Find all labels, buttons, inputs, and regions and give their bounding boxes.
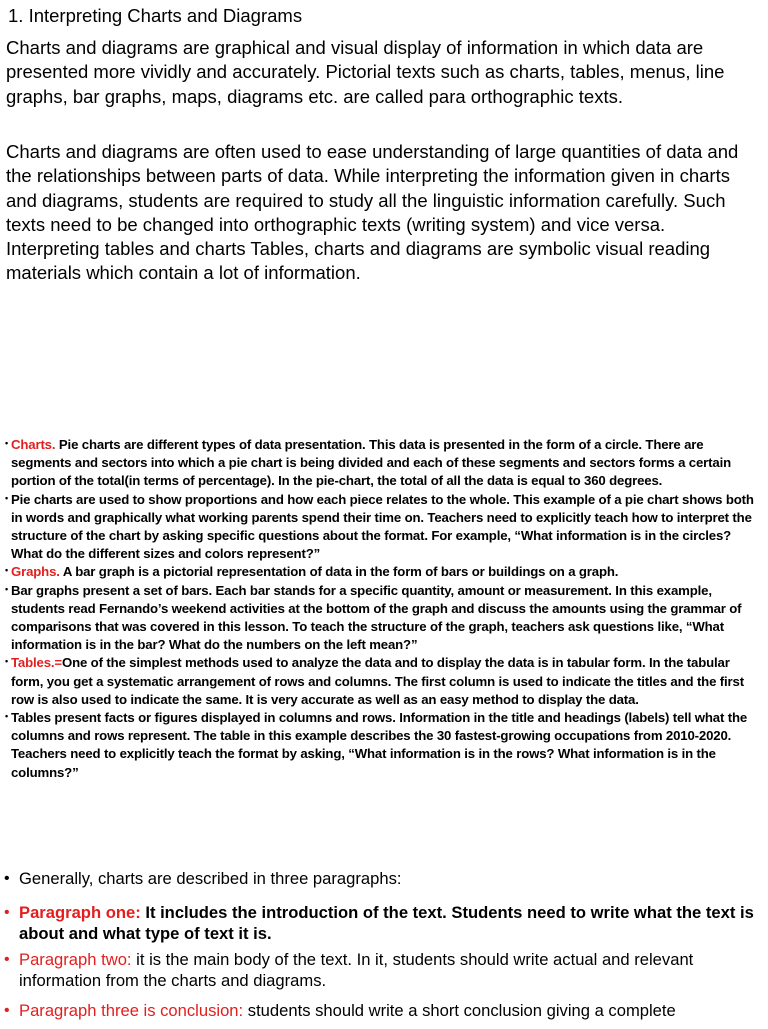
tables-label: Tables.= — [11, 655, 62, 671]
bullet-charts — [6, 436, 762, 491]
paragraph-one-text: It includes the introduction of the text. Students need to write what the text is about and what type of text it is. — [19, 902, 754, 943]
guide-paragraph-two — [0, 949, 768, 992]
paragraph-two-text: it is the main body of the text. In it, students should write actual and relevant information from the charts and diagrams. — [19, 949, 694, 990]
bullet-dot: • — [4, 870, 10, 887]
guide-paragraph-three — [0, 1000, 768, 1022]
bullet-pie-charts — [6, 491, 762, 564]
guide-intro-text: Generally, charts are described in three paragraphs: — [19, 869, 402, 888]
paragraph-three-text: students should write a short conclusion giving a complete — [243, 1000, 676, 1020]
detail-notes — [6, 436, 762, 782]
tables-text: One of the simplest methods used to analyze the data and to display the data is in tabular form. In the tabular form, you get a systematic arrangement of rows and columns. The first column is used to indicate the titles and the first row is also used to indicate the same. It is very accurate as well as an easy method to display the data. — [11, 655, 744, 707]
guide-intro — [0, 868, 768, 890]
intro-paragraph-1: Charts and diagrams are graphical and visual display of information in which data are presented more vividly and accurately. Pictorial texts such as charts, tables, menus, line graphs, bar graphs, maps, diagrams etc. are called para orthographic texts. — [6, 37, 725, 107]
paragraph-one-label: Paragraph one: — [19, 902, 141, 922]
bar-text: Bar graphs present a set of bars. Each bar stands for a specific quantity, amount or measurement. In this example, students read Fernando’s weekend activities at the bottom of the graph and discuss the amounts using the grammar of comparisons that was covered in this lesson. To teach the structure of the graph, teachers ask questions like, “What information is in the bar? What do the numbers on the left mean?” — [11, 582, 742, 653]
section-heading: 1. Interpreting Charts and Diagrams — [8, 5, 303, 26]
pie-text: Pie charts are used to show proportions and how each piece relates to the whole. This example of a pie chart shows both in words and graphically what working parents spend their time on. Teachers need to explicitly teach how to interpret the structure of the chart by asking specific questions about the format. For example, “What information is in the circles? What do the different sizes and colors represent?” — [11, 491, 754, 562]
bullet-dot: • — [4, 1001, 10, 1019]
bullet-graphs — [6, 563, 762, 581]
bullet-dot: • — [4, 903, 10, 921]
graphs-label: Graphs. — [11, 564, 60, 580]
graphs-text: A bar graph is a pictorial representation of data in the form of bars or buildings on a graph. — [59, 564, 619, 580]
charts-label: Charts. — [11, 437, 56, 452]
bullet-tables-2 — [6, 709, 762, 782]
bullet-tables — [6, 654, 762, 709]
tables2-text: Tables present facts or figures displayed in columns and rows. Information in the title and headings (labels) tell what the columns and rows represent. The table in this example describes the 30 fastest-growing occupations from 2010-2020. Teachers need to explicitly teach the format by asking, “What information is in the rows? What information is in the columns?” — [11, 710, 748, 780]
charts-text: Pie charts are different types of data presentation. This data is presented in the form of a circle. There are segments and sectors into which a pie chart is being divided and each of these segments and sectors forms a certain portion of the total(in terms of percentage). In the pie-chart, the total of all the data is equal to 360 degrees. — [11, 437, 731, 489]
paragraph-guide — [0, 868, 768, 1029]
paragraph-two-label: Paragraph two: — [19, 949, 132, 969]
intro-paragraph-2: Charts and diagrams are often used to ease understanding of large quantities of data and the relationships between parts of data. While interpreting the information given in charts and diagrams, students are required to study all the linguistic information carefully. Such texts need to be changed into orthographic texts (writing system) and vice versa. Interpreting tables and charts Tables, charts and diagrams are symbolic visual reading materials which contain a lot of information. — [6, 141, 739, 284]
bullet-bar-graphs — [6, 582, 762, 655]
paragraph-three-label: Paragraph three is conclusion: — [19, 1000, 244, 1020]
guide-paragraph-one — [0, 902, 768, 945]
bullet-dot: • — [4, 950, 10, 968]
